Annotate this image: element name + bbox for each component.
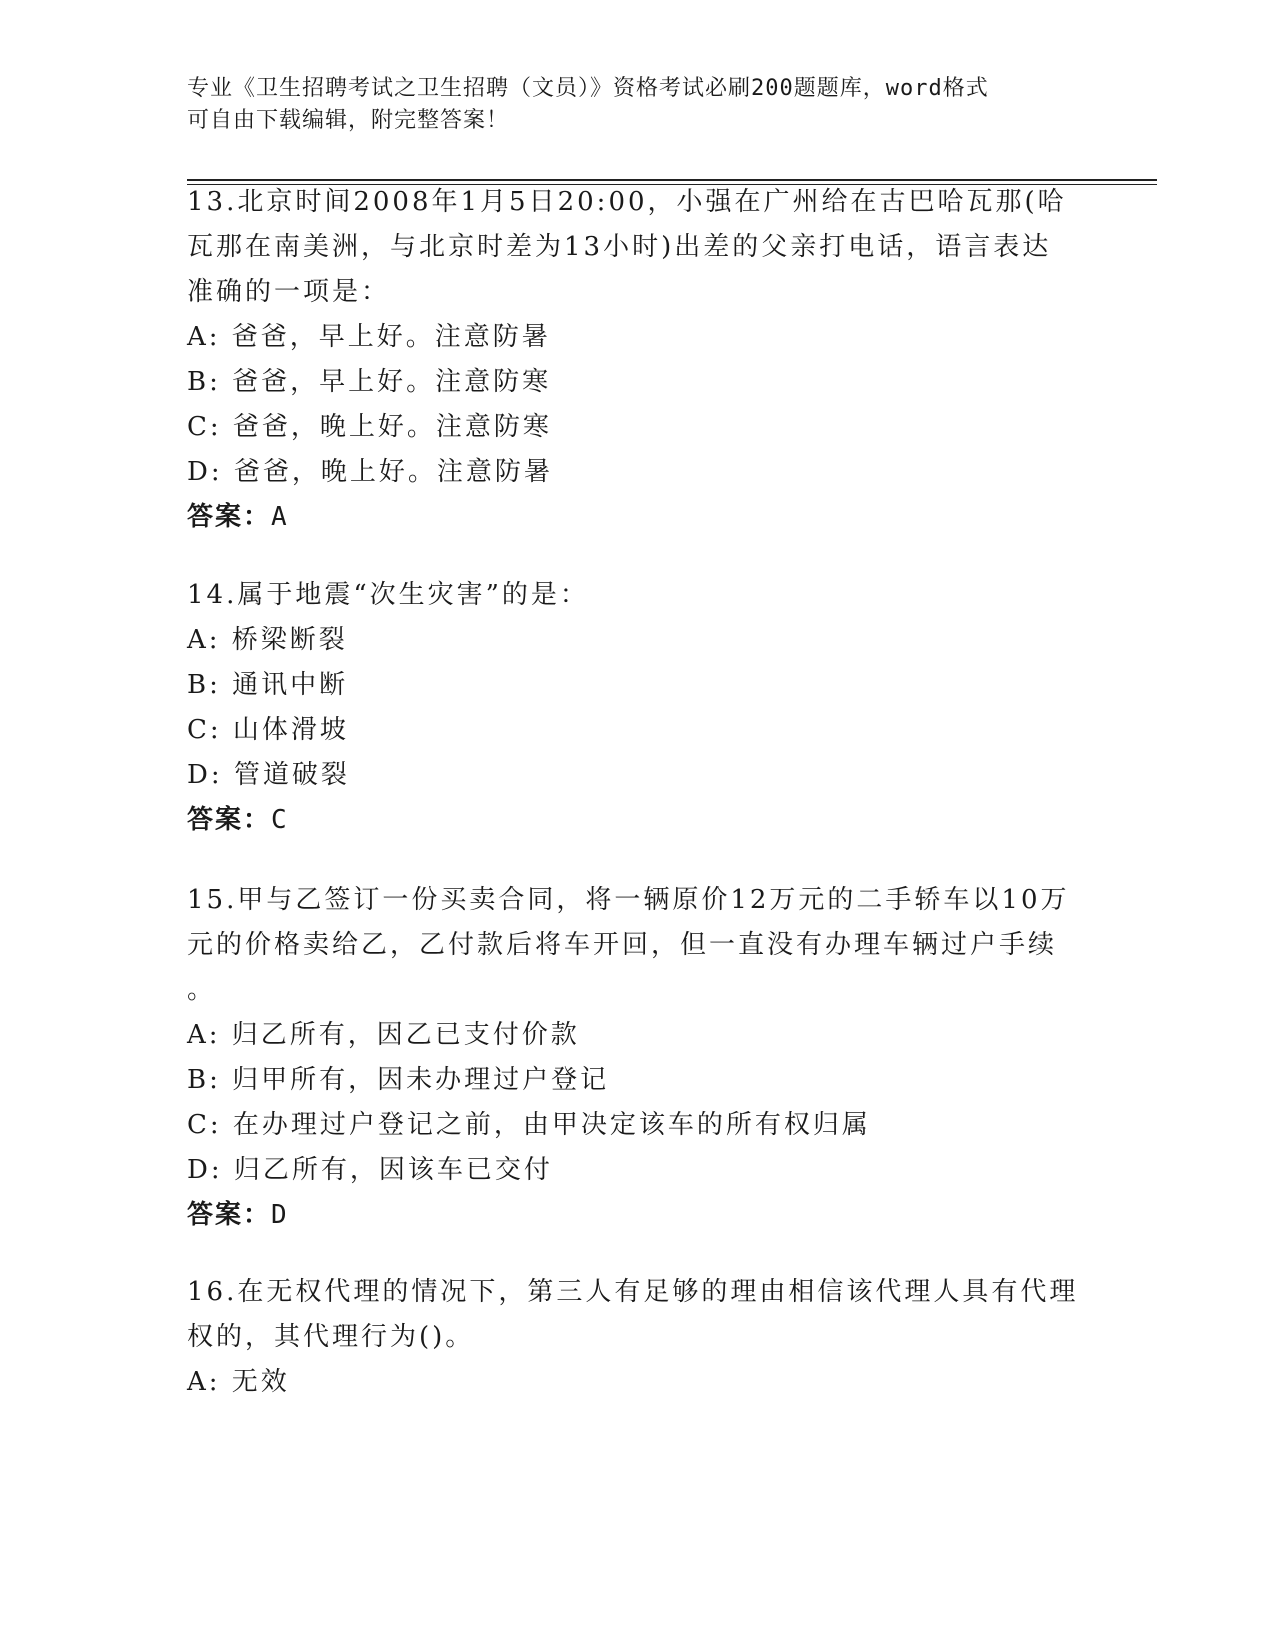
- option-b: B: 通讯中断: [187, 670, 349, 700]
- option-b: B: 归甲所有，因未办理过户登记: [187, 1065, 610, 1095]
- header-line-2: 可自由下载编辑，附完整答案！: [187, 108, 510, 133]
- option-c: C: 在办理过户登记之前，由甲决定该车的所有权归属: [187, 1110, 871, 1140]
- answer-label: 答案：: [187, 502, 272, 532]
- answer: [187, 1193, 1087, 1238]
- option-d: D: 管道破裂: [187, 760, 350, 790]
- option-d: D: 归乙所有，因该车已交付: [187, 1155, 553, 1185]
- header-line-1: 专业《卫生招聘考试之卫生招聘（文员）》资格考试必刷200题题库，word格式: [187, 76, 989, 101]
- option-a: A: 无效: [187, 1367, 290, 1397]
- question-16: [187, 1270, 1087, 1405]
- option-c: C: 山体滑坡: [187, 715, 349, 745]
- answer-value: D: [271, 1200, 289, 1230]
- question-15: [187, 878, 1087, 1238]
- question-13: [187, 180, 1087, 540]
- question-text-line: 16.在无权代理的情况下，第三人有足够的理由相信该代理人具有代理: [187, 1277, 1079, 1307]
- question-14: [187, 573, 1087, 843]
- question-text-line: 瓦那在南美洲，与北京时差为13小时)出差的父亲打电话，语言表达: [187, 232, 1052, 262]
- question-text-line: 准确的一项是：: [187, 277, 391, 307]
- answer-value: C: [271, 805, 289, 835]
- answer-label: 答案：: [187, 805, 272, 835]
- option-a: A: 爸爸，早上好。注意防暑: [187, 322, 551, 352]
- question-text-line: 14.属于地震“次生灾害”的是：: [187, 580, 589, 610]
- option-a: A: 桥梁断裂: [187, 625, 348, 655]
- answer-value: A: [271, 502, 289, 532]
- question-text-line: 15.甲与乙签订一份买卖合同，将一辆原价12万元的二手轿车以10万: [187, 885, 1070, 915]
- question-text-line: 元的价格卖给乙，乙付款后将车开回，但一直没有办理车辆过户手续: [187, 930, 1058, 960]
- question-text-line: 。: [187, 975, 217, 1005]
- question-text-line: 权的，其代理行为()。: [187, 1322, 475, 1352]
- question-text-line: 13.北京时间2008年1月5日20:00，小强在广州给在古巴哈瓦那(哈: [187, 187, 1067, 217]
- answer: [187, 495, 1087, 540]
- option-b: B: 爸爸，早上好。注意防寒: [187, 367, 552, 397]
- option-c: C: 爸爸，晚上好。注意防寒: [187, 412, 552, 442]
- answer: [187, 798, 1087, 843]
- document-header: [187, 73, 1087, 137]
- option-d: D: 爸爸，晚上好。注意防暑: [187, 457, 553, 487]
- answer-label: 答案：: [187, 1200, 272, 1230]
- option-a: A: 归乙所有，因乙已支付价款: [187, 1020, 580, 1050]
